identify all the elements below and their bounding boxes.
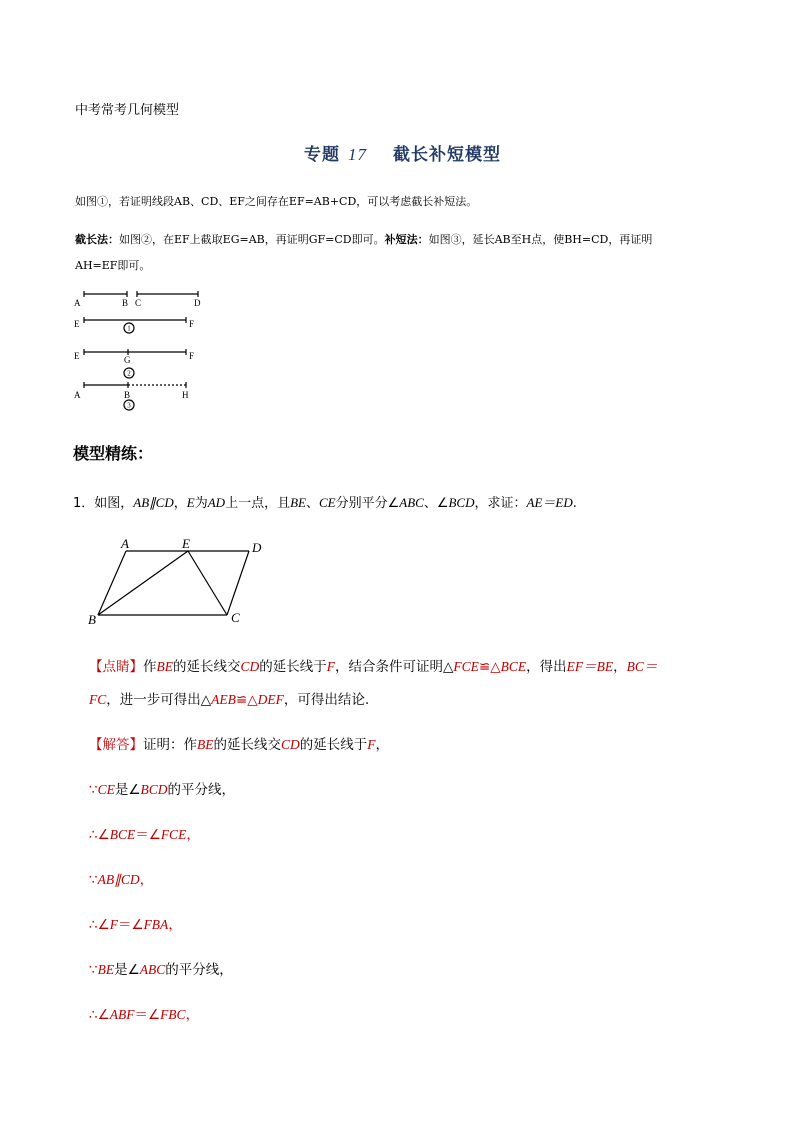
hint-math: DEF [257,692,284,707]
step-math: BE [97,962,115,977]
hint-line-2 [89,688,369,708]
problem-end: . [572,496,577,511]
problem-ad: AD [207,495,226,510]
hint-math: AEB [211,692,236,707]
hint-text: ，结合条件可证明△ [335,659,454,675]
vertex-d: D [252,540,262,555]
step-text: 是∠ [114,782,141,798]
answer-text: 的延长线于 [299,737,368,753]
answer-step-3 [89,868,153,888]
segment-cd [227,551,249,615]
seg-label-f2: F [189,351,195,361]
problem-mid3: 分别平分∠ [335,496,400,511]
seg-label-a2: A [74,390,81,400]
vertex-a: A [121,536,129,551]
hint-text: ，得出 [526,659,567,675]
seg-label-h: H [182,390,189,400]
step-math: BCD [140,782,168,797]
hint-math: EF＝BE [566,659,614,674]
step-math: F [109,917,118,932]
hint-math: BE [156,659,173,674]
problem-mid4: ，求证： [474,496,527,511]
vertex-c: C [231,610,240,625]
title-name: 截长补短模型 [393,145,501,165]
answer-math: CD [281,737,300,752]
problem-ab-cd: AB∥CD [133,495,174,510]
vertex-e: E [182,536,190,551]
vertex-b: B [88,612,96,627]
seg-label-a1: A [74,298,81,308]
step-lead: ∵ [89,962,98,978]
step-math: ABC [139,962,166,977]
hint-tag: 【点睛】 [89,659,143,675]
segment-diagram [70,288,220,413]
hint-text: 作 [143,659,157,675]
fill-method-label: 补短法： [384,233,429,246]
seg-label-f1: F [189,319,195,329]
step-text: ， [186,827,200,843]
hint-text: ≌△ [478,659,501,675]
hint-text: ， [613,659,627,675]
fill-method-text: 如图③，延长AB至H点，使BH=CD，再证明 [428,233,653,246]
seg-label-e2: E [74,351,80,361]
problem-be: BE [290,495,306,510]
method-line-2: AH=EF即可。 [75,259,151,272]
answer-step-2 [89,823,200,843]
answer-step-5 [89,958,233,978]
hint-math: BC＝ [626,659,658,674]
answer-math: F [367,737,376,752]
hint-line-1 [89,655,657,675]
problem-bcd: BCD [448,495,475,510]
problem-e: E [186,495,195,510]
hint-math: BCE [500,659,527,674]
step-text: 是∠ [114,962,140,978]
hint-text: ，可得出结论. [283,692,370,708]
problem-goal: AE＝ED [526,495,573,510]
step-math: FCE [160,827,187,842]
answer-tag: 【解答】 [89,737,143,753]
answer-line-start [89,733,389,753]
problem-1-statement [73,492,577,511]
seg-label-c: C [135,298,142,308]
hint-text: ，进一步可得出△ [106,692,212,708]
title-number: 17 [348,145,367,164]
problem-mid2: 上一点，且 [225,496,291,511]
problem-ce: CE [318,495,336,510]
answer-math: BE [197,737,214,752]
circle-number-1: 1 [127,324,131,333]
step-lead: ∵ [89,872,98,888]
step-text: ＝∠ [134,1007,161,1023]
seg-label-g: G [124,355,131,365]
hint-math: F [326,659,336,674]
circle-number-3: 3 [127,401,131,410]
problem-sep1: ， [173,496,187,511]
answer-step-4 [89,913,182,933]
title-label: 专题 [304,145,340,165]
step-text: ， [168,917,182,933]
step-text: 的平分线， [167,782,235,798]
seg-label-b1: B [122,298,129,308]
step-math: AB∥CD [97,872,140,887]
answer-step-6 [89,1003,199,1023]
hint-text: 的延长线交 [173,659,241,675]
answer-text: 证明：作 [143,737,197,753]
hint-text: ≌△ [235,692,258,708]
step-lead: ∴∠ [89,1007,110,1023]
step-math: CE [97,782,115,797]
seg-label-e1: E [74,319,80,329]
answer-step-1 [89,778,235,798]
topic-title [304,140,501,165]
answer-text: 的延长线交 [213,737,281,753]
step-text: 的平分线， [165,962,233,978]
problem-abc: ABC [399,495,424,510]
answer-text: ， [375,737,390,753]
hint-math: FC [89,692,107,707]
step-text: ， [139,872,154,888]
step-math: FBA [143,917,169,932]
step-math: ABF [109,1007,135,1022]
step-lead: ∴∠ [89,827,110,843]
intro-paragraph: 如图①，若证明线段AB、CD、EF之间存在EF=AB+CD，可以考虑截长补短法。 [75,195,478,208]
step-lead: ∴∠ [89,917,110,933]
problem-mid1: 为 [194,496,208,511]
problem-sep2: 、 [305,496,319,511]
step-text: ＝∠ [135,827,161,843]
step-lead: ∵ [89,782,98,798]
geometry-figure [85,535,275,630]
segment-ce [188,551,227,615]
step-math: FBC [160,1007,186,1022]
method-line-1 [75,231,652,247]
hint-text: 的延长线于 [259,659,327,675]
problem-prefix: 1．如图， [73,496,134,511]
step-text: ， [185,1007,200,1023]
seg-label-b2: B [124,390,131,400]
step-math: BCE [109,827,136,842]
problem-sep3: 、∠ [423,496,449,511]
seg-label-d: D [194,298,201,308]
cut-method-text: 如图②，在EF上截取EG=AB，再证明GF=CD即可。 [119,233,385,246]
hint-math: CD [240,659,260,674]
cut-method-label: 截长法： [75,233,119,246]
doc-header: 中考常考几何模型 [75,103,180,118]
step-text: ＝∠ [117,917,144,933]
hint-math: FCE [453,659,479,674]
circle-number-2: 2 [127,369,131,378]
section-title: 模型精练： [73,444,154,463]
